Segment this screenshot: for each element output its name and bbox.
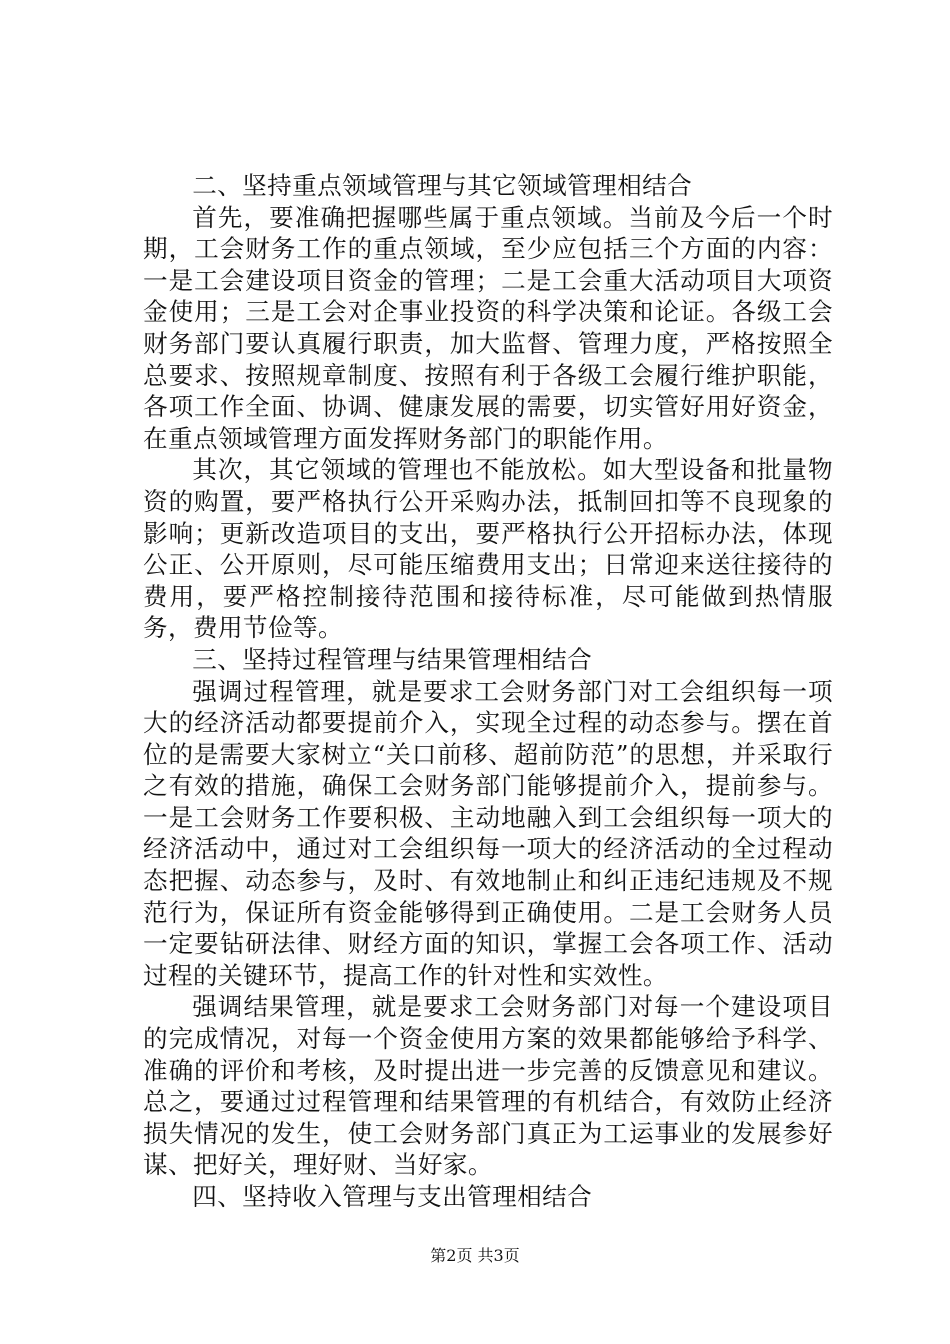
section-heading-2: 二、坚持重点领域管理与其它领域管理相结合 <box>192 171 693 200</box>
section-heading-4: 四、坚持收入管理与支出管理相结合 <box>192 1182 593 1211</box>
paragraph: 首先，要准确把握哪些属于重点领域。当前及今后一个时期，工会财务工作的重点领域，至少应包括三个方面的内容：一是工会建设项目资金的管理；二是工会重大活动项目大项资金使用；三是工会对企事业投资的科学决策和论证。各级工会财务部门要认真履行职责，加大监督、管理力度，严格按照全总要求、按照规章制度、按照有利于各级工会履行维护职能，各项工作全面、协调、健康发展的需要，切实管好用好资金，在重点领域管理方面发挥财务部门的职能作用。 <box>143 202 833 453</box>
document-body <box>143 170 833 1213</box>
paragraph: 强调结果管理，就是要求工会财务部门对每一个建设项目的完成情况，对每一个资金使用方案的效果都能够给予科学、准确的评价和考核，及时提出进一步完善的反馈意见和建议。总之，要通过过程管理和结果管理的有机结合，有效防止经济损失情况的发生，使工会财务部门真正为工运事业的发展参好谋、把好关，理好财、当好家。 <box>143 992 833 1180</box>
page-footer: 第2页 共3页 <box>430 1246 520 1265</box>
section-heading-3: 三、坚持过程管理与结果管理相结合 <box>192 644 593 674</box>
paragraph: 其次，其它领域的管理也不能放松。如大型设备和批量物资的购置，要严格执行公开采购办法，抵制回扣等不良现象的影响；更新改造项目的支出，要严格执行公开招标办法，体现公正、公开原则，尽可能压缩费用支出；日常迎来送往接待的费用，要严格控制接待范围和接待标准，尽可能做到热情服务，费用节俭等。 <box>143 455 833 643</box>
paragraph: 强调过程管理，就是要求工会财务部门对工会组织每一项大的经济活动都要提前介入，实现全过程的动态参与。摆在首位的是需要大家树立“关口前移、超前防范”的思想，并采取行之有效的措施，确保工会财务部门能够提前介入，提前参与。一是工会财务工作要积极、主动地融入到工会组织每一项大的经济活动中，通过对工会组织每一项大的经济活动的全过程动态把握、动态参与，及时、有效地制止和纠正违纪违规及不规范行为，保证所有资金能够得到正确使用。二是工会财务人员一定要钻研法律、财经方面的知识，掌握工会各项工作、活动过程的关键环节，提高工作的针对性和实效性。 <box>143 676 833 990</box>
